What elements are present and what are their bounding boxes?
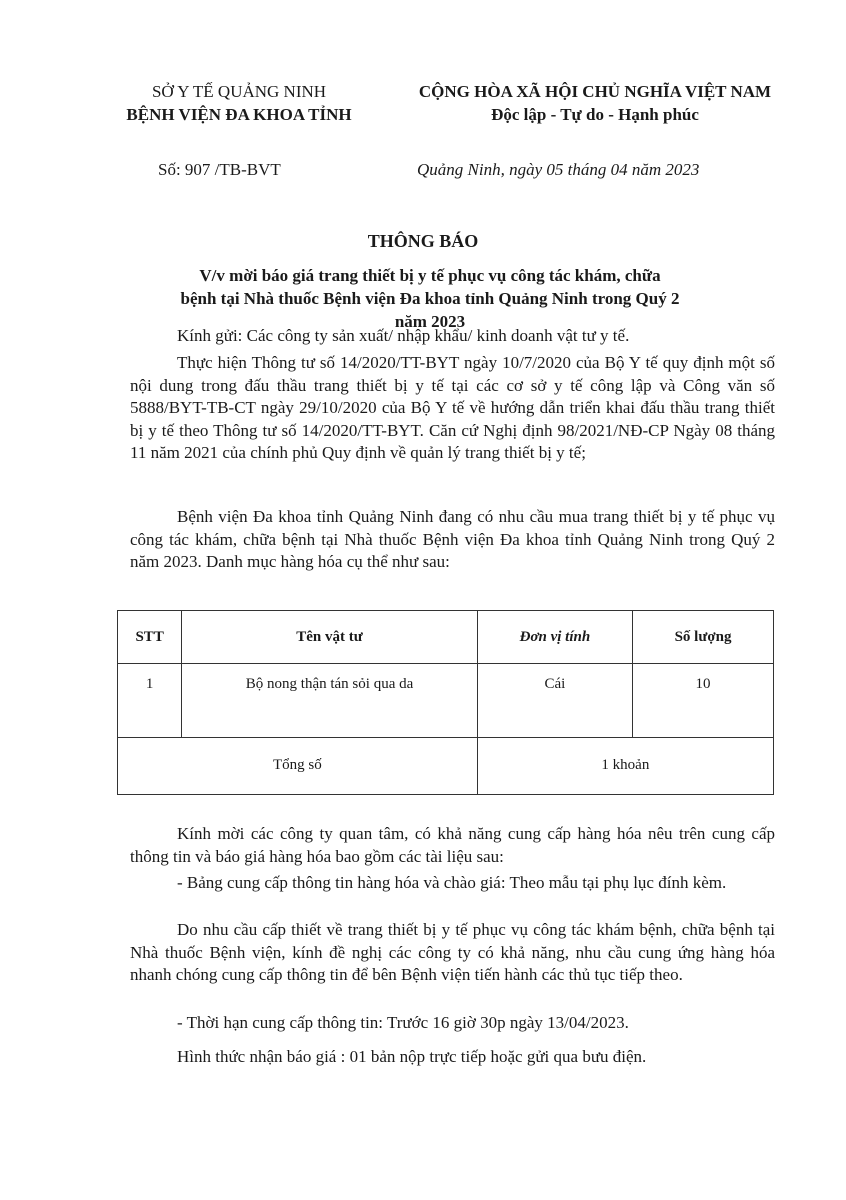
paragraph-urgency: Do nhu cầu cấp thiết về trang thiết bị y tế phục vụ công tác khám bệnh, chữa bệnh tại Nhà thuốc Bệnh viện, kính đề nghị các công ty có khả năng, nhu cầu cung ứng hàng hóa nhanh chóng cung cấp thông tin để bên Bệnh viện tiến hành các thủ tục tiếp theo.: [130, 920, 775, 984]
issuer-header: [104, 80, 374, 126]
national-header: [385, 80, 805, 126]
col-header-stt: STT: [118, 611, 182, 664]
paragraph-invitation: Kính mời các công ty quan tâm, có khả năng cung cấp hàng hóa nêu trên cung cấp thông tin và báo giá hàng hóa bao gồm các tài liệu sau:: [130, 824, 775, 866]
goods-table: [117, 610, 774, 795]
country-name: CỘNG HÒA XÃ HỘI CHỦ NGHĨA VIỆT NAM: [418, 82, 772, 101]
cell-stt: 1: [118, 664, 182, 738]
paragraph-submission: Hình thức nhận báo giá : 01 bản nộp trực tiếp hoặc gửi qua bưu điện.: [177, 1047, 647, 1066]
issuer-unit: BỆNH VIỆN ĐA KHOA TỈNH: [126, 105, 352, 124]
table-row: [118, 664, 774, 738]
national-motto: Độc lập - Tự do - Hạnh phúc: [491, 105, 699, 124]
cell-name: Bộ nong thận tán sỏi qua da: [182, 664, 477, 738]
table-total-row: [118, 738, 774, 795]
table-header-row: [118, 611, 774, 664]
issuer-org: SỞ Y TẾ QUẢNG NINH: [151, 82, 327, 101]
col-header-name: Tên vật tư: [182, 611, 477, 664]
greeting: Kính gửi: Các công ty sản xuất/ nhập khẩu/ kinh doanh vật tư y tế.: [177, 326, 630, 345]
document-number: Số: 907 /TB-BVT: [158, 160, 281, 179]
document-subject: V/v mời báo giá trang thiết bị y tế phục vụ công tác khám, chữa bệnh tại Nhà thuốc Bệnh viện Đa khoa tỉnh Quảng Ninh trong Quý 2 năm 2023: [180, 266, 680, 331]
total-label: Tổng số: [118, 738, 478, 795]
place-date: Quảng Ninh, ngày 05 tháng 04 năm 2023: [417, 160, 700, 179]
col-header-unit: Đơn vị tính: [477, 611, 632, 664]
paragraph-legal-basis: Thực hiện Thông tư số 14/2020/TT-BYT ngày 10/7/2020 của Bộ Y tế quy định một số nội dung trong đấu thầu trang thiết bị y tế tại các cơ sở y tế công lập và Công văn số 5888/BYT-TB-CT ngày 29/10/2020 của Bộ Y tế về hướng dẫn triển khai đấu thầu trang thiết bị y tế theo Thông tư số 14/2020/TT-BYT. Căn cứ Nghị định 98/2021/NĐ-CP Ngày 08 tháng 11 năm 2021 của chính phủ Quy định về quản lý trang thiết bị y tế;: [130, 353, 775, 462]
col-header-qty: Số lượng: [633, 611, 774, 664]
cell-unit: Cái: [477, 664, 632, 738]
total-value: 1 khoản: [477, 738, 773, 795]
deadline-item: - Thời hạn cung cấp thông tin: Trước 16 giờ 30p ngày 13/04/2023.: [177, 1013, 629, 1032]
requirement-item: - Bảng cung cấp thông tin hàng hóa và chào giá: Theo mẫu tại phụ lục đính kèm.: [177, 873, 727, 892]
paragraph-request: Bệnh viện Đa khoa tỉnh Quảng Ninh đang có nhu cầu mua trang thiết bị y tế phục vụ công tác khám, chữa bệnh tại Nhà thuốc Bệnh viện Đa khoa tỉnh Quảng Ninh trong Quý 2 năm 2023. Danh mục hàng hóa cụ thể như sau:: [130, 507, 775, 571]
document-title: THÔNG BÁO: [367, 231, 479, 251]
cell-qty: 10: [633, 664, 774, 738]
